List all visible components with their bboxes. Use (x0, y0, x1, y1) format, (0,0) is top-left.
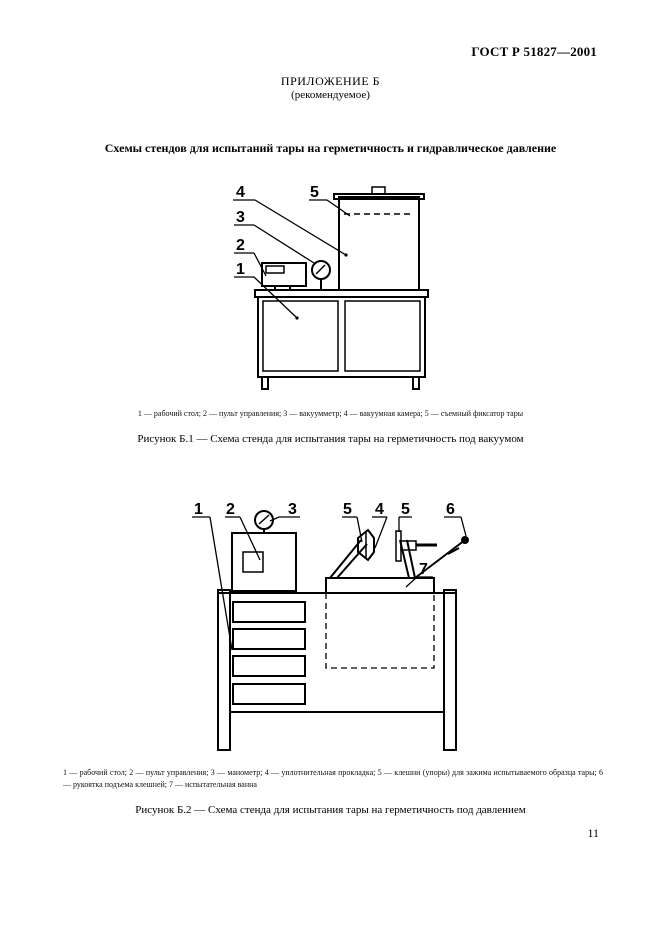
fig1-callout: 2 (236, 237, 245, 254)
standard-header: ГОСТ Р 51827—2001 (471, 44, 597, 59)
fig1-callout: 4 (236, 184, 245, 201)
figure-1-legend: 1 — рабочий стол; 2 — пульт управления; 3 — вакуумметр; 4 — вакуумная камера; 5 — съемный фиксатор тары (137, 409, 524, 418)
fig2-callout: 3 (288, 501, 297, 518)
fig2-callout: 5 (343, 501, 352, 518)
figure-2-legend: 1 — рабочий стол; 2 — пульт управления; 3 — манометр; 4 — уплотнительная прокладка; 5 — клешни (упоры) для зажима испытываемого образца тары; 6 — рукоятка подъема клешней; 7 — испытательная ванна (63, 768, 603, 789)
page-number: 11 (587, 826, 599, 840)
fig2-callout: 7 (419, 561, 428, 578)
section-title: Схемы стендов для испытаний тары на герметичность и гидравлическое давление (104, 141, 557, 155)
fig2-callout: 5 (401, 501, 410, 518)
fig1-callout: 3 (236, 209, 245, 226)
appendix-subtitle: (рекомендуемое) (291, 89, 370, 101)
figure-1-caption: Рисунок Б.1 — Схема стенда для испытания тары на герметичность под вакуумом (137, 433, 524, 445)
figure-2-caption: Рисунок Б.2 — Схема стенда для испытания тары на герметичность под давлением (135, 804, 526, 816)
fig1-callout: 5 (310, 184, 319, 201)
fig2-callout: 6 (446, 501, 455, 518)
fig2-callout: 4 (375, 501, 384, 518)
fig2-callout: 1 (194, 501, 203, 518)
fig2-callout: 2 (226, 501, 235, 518)
fig1-callout: 1 (236, 261, 245, 278)
appendix-title: ПРИЛОЖЕНИЕ Б (280, 74, 381, 88)
